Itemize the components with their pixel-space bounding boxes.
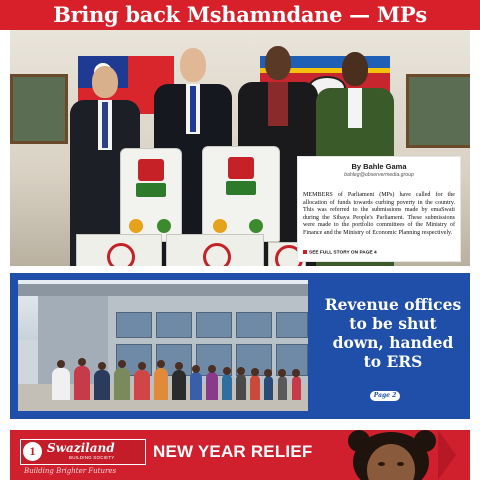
bullet-square-icon xyxy=(303,250,307,254)
lead-headline[interactable]: Bring back Mshamndane — MPs xyxy=(53,2,427,27)
page-reference[interactable]: Page 2 xyxy=(370,391,400,401)
brand-subtitle: BUILDING SOCIETY xyxy=(69,455,115,460)
brand-name: Swaziland xyxy=(47,441,115,455)
see-full-story-label: SEE FULL STORY ON PAGE 4 xyxy=(309,250,377,256)
author-email[interactable]: bahleg@observermedia.group xyxy=(344,172,414,178)
girl-eye-right xyxy=(397,462,404,466)
food-box xyxy=(76,234,162,266)
building-society-logo xyxy=(20,439,146,465)
food-box xyxy=(166,234,264,266)
wall-painting-right xyxy=(406,74,470,148)
food-bag xyxy=(120,148,182,242)
wall-painting-left xyxy=(10,74,68,144)
arrow-icon xyxy=(438,430,456,480)
revenue-office-photo xyxy=(18,280,308,411)
lead-story-box xyxy=(298,157,460,261)
society-emblem-icon: 1 xyxy=(23,442,42,461)
revenue-story-panel[interactable] xyxy=(10,273,470,419)
see-full-story-link[interactable] xyxy=(303,250,455,255)
advert-title: NEW YEAR RELIEF xyxy=(153,442,313,461)
bank-advert[interactable] xyxy=(10,430,470,480)
advert-tagline: Building Brighter Futures xyxy=(24,467,117,475)
food-bag xyxy=(202,146,280,242)
lead-story-text: MEMBERS of Parliament (MPs) have called for the allocation of funds towards curbing poverty in the country. This was referred to the submissions made by emaSwati during the Sibaya People's Parliament. These submissions were made to the portfolio committees of the Ministry of Finance and the Ministry of Economic Planning respectively. xyxy=(303,192,455,236)
revenue-story-headline[interactable]: Revenue offices to be shut down, handed to ERS xyxy=(324,295,462,371)
byline: By Bahle Gama xyxy=(351,162,407,171)
girl-eye-left xyxy=(378,462,385,466)
